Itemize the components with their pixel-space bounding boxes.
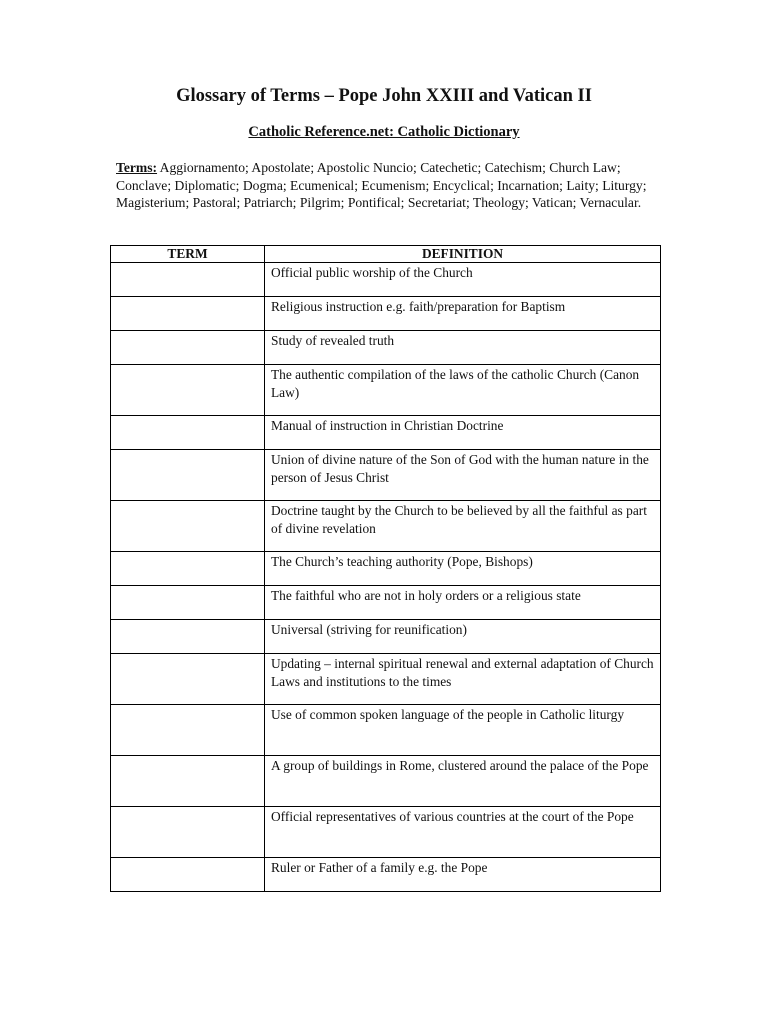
definition-cell [265, 586, 661, 620]
definition-cell [265, 858, 661, 892]
definition-cell [265, 620, 661, 654]
table-row [111, 297, 661, 331]
term-cell[interactable] [111, 365, 265, 416]
definition-cell [265, 416, 661, 450]
definition-text: Ruler or Father of a family e.g. the Pope [271, 860, 488, 875]
definition-text: A group of buildings in Rome, clustered around the palace of the Pope [271, 758, 649, 773]
term-cell[interactable] [111, 450, 265, 501]
definition-text: Official public worship of the Church [271, 265, 473, 280]
table-row [111, 331, 661, 365]
definition-text: Study of revealed truth [271, 333, 395, 348]
definition-cell [265, 263, 661, 297]
definition-text: Use of common spoken language of the people in Catholic liturgy [271, 707, 625, 722]
glossary-table [110, 245, 661, 892]
term-cell[interactable] [111, 416, 265, 450]
term-cell[interactable] [111, 807, 265, 858]
definition-text: Religious instruction e.g. faith/preparation for Baptism [271, 299, 566, 314]
term-cell[interactable] [111, 331, 265, 365]
terms-paragraph [116, 159, 656, 212]
table-row [111, 450, 661, 501]
definition-text: Universal (striving for reunification) [271, 622, 467, 637]
term-cell[interactable] [111, 756, 265, 807]
definition-text: The authentic compilation of the laws of the catholic Church (Canon Law) [271, 367, 640, 400]
term-cell[interactable] [111, 552, 265, 586]
term-cell[interactable] [111, 654, 265, 705]
page-title: Glossary of Terms – Pope John XXIII and Vatican II [176, 86, 592, 106]
term-cell[interactable] [111, 297, 265, 331]
definition-text: Doctrine taught by the Church to be believed by all the faithful as part of divine revelation [271, 503, 647, 536]
definition-cell [265, 331, 661, 365]
definition-text: The Church’s teaching authority (Pope, Bishops) [271, 554, 533, 569]
table-row [111, 501, 661, 552]
term-column-header: TERM [111, 246, 265, 263]
table-row [111, 365, 661, 416]
terms-list: Aggiornamento; Apostolate; Apostolic Nuncio; Catechetic; Catechism; Church Law; Conclave; Diplomatic; Dogma; Ecumenical; Ecumenism; Encyclical; Incarnation; Laity; Liturgy; Magisterium; Pastoral; Patriarch; Pilgrim; Pontifical; Secretariat; Theology; Vatican; Vernacular. [116, 160, 647, 210]
definition-text: Official representatives of various countries at the court of the Pope [271, 809, 634, 824]
definition-text: Union of divine nature of the Son of God with the human nature in the person of Jesus Christ [271, 452, 649, 485]
table-row [111, 807, 661, 858]
table-row [111, 756, 661, 807]
definition-cell [265, 807, 661, 858]
definition-cell [265, 552, 661, 586]
definition-cell [265, 297, 661, 331]
term-cell[interactable] [111, 858, 265, 892]
term-cell[interactable] [111, 586, 265, 620]
definition-cell [265, 654, 661, 705]
term-cell[interactable] [111, 620, 265, 654]
table-row [111, 416, 661, 450]
page-subtitle: Catholic Reference.net: Catholic Dictionary [248, 124, 520, 140]
definition-cell [265, 450, 661, 501]
table-row [111, 858, 661, 892]
table-row [111, 620, 661, 654]
definition-cell [265, 705, 661, 756]
term-cell[interactable] [111, 263, 265, 297]
table-row [111, 654, 661, 705]
definition-text: The faithful who are not in holy orders or a religious state [271, 588, 581, 603]
definition-text: Updating – internal spiritual renewal and external adaptation of Church Laws and institutions to the times [271, 656, 654, 689]
table-header-row [111, 246, 661, 263]
table-row [111, 586, 661, 620]
table-row [111, 705, 661, 756]
terms-label: Terms: [116, 160, 158, 175]
definition-cell [265, 365, 661, 416]
term-cell[interactable] [111, 501, 265, 552]
table-row [111, 552, 661, 586]
definition-column-header: DEFINITION [265, 246, 661, 263]
definition-text: Manual of instruction in Christian Doctrine [271, 418, 504, 433]
definition-cell [265, 756, 661, 807]
definition-cell [265, 501, 661, 552]
table-row [111, 263, 661, 297]
term-cell[interactable] [111, 705, 265, 756]
